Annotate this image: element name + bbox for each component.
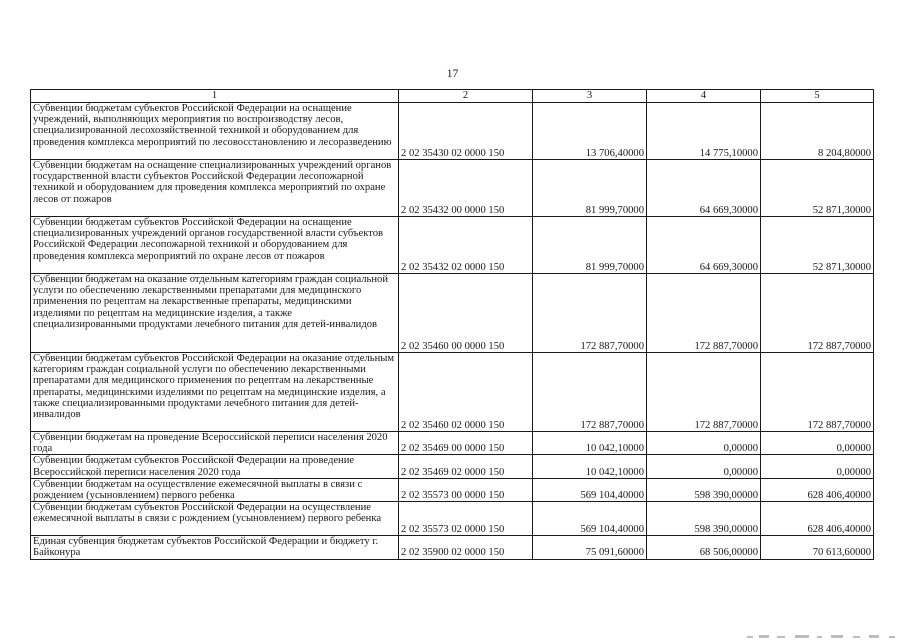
subvention-table — [30, 89, 874, 560]
row-code: 2 02 35573 00 0000 150 — [399, 478, 533, 501]
row-value-4: 0,00000 — [647, 455, 761, 478]
row-code: 2 02 35460 00 0000 150 — [399, 274, 533, 353]
row-value-3: 172 887,70000 — [533, 353, 647, 432]
row-value-5: 172 887,70000 — [761, 353, 874, 432]
table-row — [31, 274, 874, 353]
row-value-3: 13 706,40000 — [533, 103, 647, 160]
row-value-5: 172 887,70000 — [761, 274, 874, 353]
row-name: Субвенции бюджетам субъектов Российской Федерации на оснащение учреждений, выполняющих мероприятия по воспроизводству лесов, специализированной лесохозяйственной техникой и оборудованием для проведения комплекса мероприятий по лесовосстановлению и лесоразведению — [31, 103, 399, 160]
table-row — [31, 217, 874, 274]
column-header-4: 4 — [647, 90, 761, 103]
row-name: Субвенции бюджетам на осуществление ежемесячной выплаты в связи с рождением (усыновлением) первого ребенка — [31, 478, 399, 501]
row-value-5: 52 871,30000 — [761, 217, 874, 274]
row-code: 2 02 35460 02 0000 150 — [399, 353, 533, 432]
row-value-4: 172 887,70000 — [647, 353, 761, 432]
row-value-3: 10 042,10000 — [533, 432, 647, 455]
row-value-5: 70 613,60000 — [761, 536, 874, 559]
row-name: Субвенции бюджетам субъектов Российской Федерации на оснащение специализированных учреждений органов государственной власти субъектов Российской Федерации лесопожарной техникой и оборудованием для проведения комплекса мероприятий по охране лесов от пожаров — [31, 217, 399, 274]
row-value-4: 0,00000 — [647, 432, 761, 455]
row-value-5: 0,00000 — [761, 432, 874, 455]
row-value-4: 598 390,00000 — [647, 478, 761, 501]
row-value-5: 628 406,40000 — [761, 478, 874, 501]
row-value-3: 75 091,60000 — [533, 536, 647, 559]
table-row — [31, 432, 874, 455]
row-value-3: 569 104,40000 — [533, 478, 647, 501]
row-value-4: 64 669,30000 — [647, 217, 761, 274]
row-code: 2 02 35469 02 0000 150 — [399, 455, 533, 478]
row-value-4: 64 669,30000 — [647, 160, 761, 217]
row-value-4: 14 775,10000 — [647, 103, 761, 160]
column-header-2: 2 — [399, 90, 533, 103]
row-name: Субвенции бюджетам субъектов Российской Федерации на проведение Всероссийской переписи населения 2020 года — [31, 455, 399, 478]
row-value-5: 8 204,80000 — [761, 103, 874, 160]
row-code: 2 02 35430 02 0000 150 — [399, 103, 533, 160]
table-header-row — [31, 90, 874, 103]
row-code: 2 02 35432 02 0000 150 — [399, 217, 533, 274]
row-value-3: 569 104,40000 — [533, 502, 647, 536]
row-value-3: 172 887,70000 — [533, 274, 647, 353]
row-code: 2 02 35469 00 0000 150 — [399, 432, 533, 455]
column-header-3: 3 — [533, 90, 647, 103]
row-value-5: 628 406,40000 — [761, 502, 874, 536]
row-value-5: 0,00000 — [761, 455, 874, 478]
row-name: Субвенции бюджетам на оказание отдельным категориям граждан социальной услуги по обеспечению лекарственными препаратами для медицинского применения по рецептам на лекарственные препараты, медицинскими изделиями по рецептам на медицинские изделия, а также специализированными продуктами лечебного питания для детей-инвалидов — [31, 274, 399, 353]
row-value-3: 81 999,70000 — [533, 160, 647, 217]
page-number: 17 — [446, 68, 459, 80]
row-value-4: 172 887,70000 — [647, 274, 761, 353]
row-code: 2 02 35573 02 0000 150 — [399, 502, 533, 536]
row-name: Субвенции бюджетам субъектов Российской Федерации на осуществление ежемесячной выплаты в связи с рождением (усыновлением) первого ребенка — [31, 502, 399, 536]
table-row — [31, 502, 874, 536]
row-name: Субвенции бюджетам на оснащение специализированных учреждений органов государственной власти субъектов Российской Федерации лесопожарной техникой и оборудованием для проведения комплекса мероприятий по охране лесов от пожаров — [31, 160, 399, 217]
table-row — [31, 455, 874, 478]
row-name: Субвенции бюджетам субъектов Российской Федерации на оказание отдельным категориям граждан социальной услуги по обеспечению лекарственными препаратами для медицинского применения по рецептам на лекарственные препараты, медицинскими изделиями по рецептам на медицинские изделия, а также специализированными продуктами лечебного питания для детей-инвалидов — [31, 353, 399, 432]
table-row — [31, 478, 874, 501]
row-name: Субвенции бюджетам на проведение Всероссийской переписи населения 2020 года — [31, 432, 399, 455]
row-value-4: 598 390,00000 — [647, 502, 761, 536]
row-code: 2 02 35900 02 0000 150 — [399, 536, 533, 559]
table-row — [31, 536, 874, 559]
column-header-1: 1 — [31, 90, 399, 103]
column-header-5: 5 — [761, 90, 874, 103]
table-row — [31, 353, 874, 432]
table-row — [31, 160, 874, 217]
row-value-3: 81 999,70000 — [533, 217, 647, 274]
table-row — [31, 103, 874, 160]
row-name: Единая субвенция бюджетам субъектов Российской Федерации и бюджету г. Байконура — [31, 536, 399, 559]
row-value-4: 68 506,00000 — [647, 536, 761, 559]
row-value-3: 10 042,10000 — [533, 455, 647, 478]
row-value-5: 52 871,30000 — [761, 160, 874, 217]
scan-artifact — [735, 634, 905, 640]
row-code: 2 02 35432 00 0000 150 — [399, 160, 533, 217]
